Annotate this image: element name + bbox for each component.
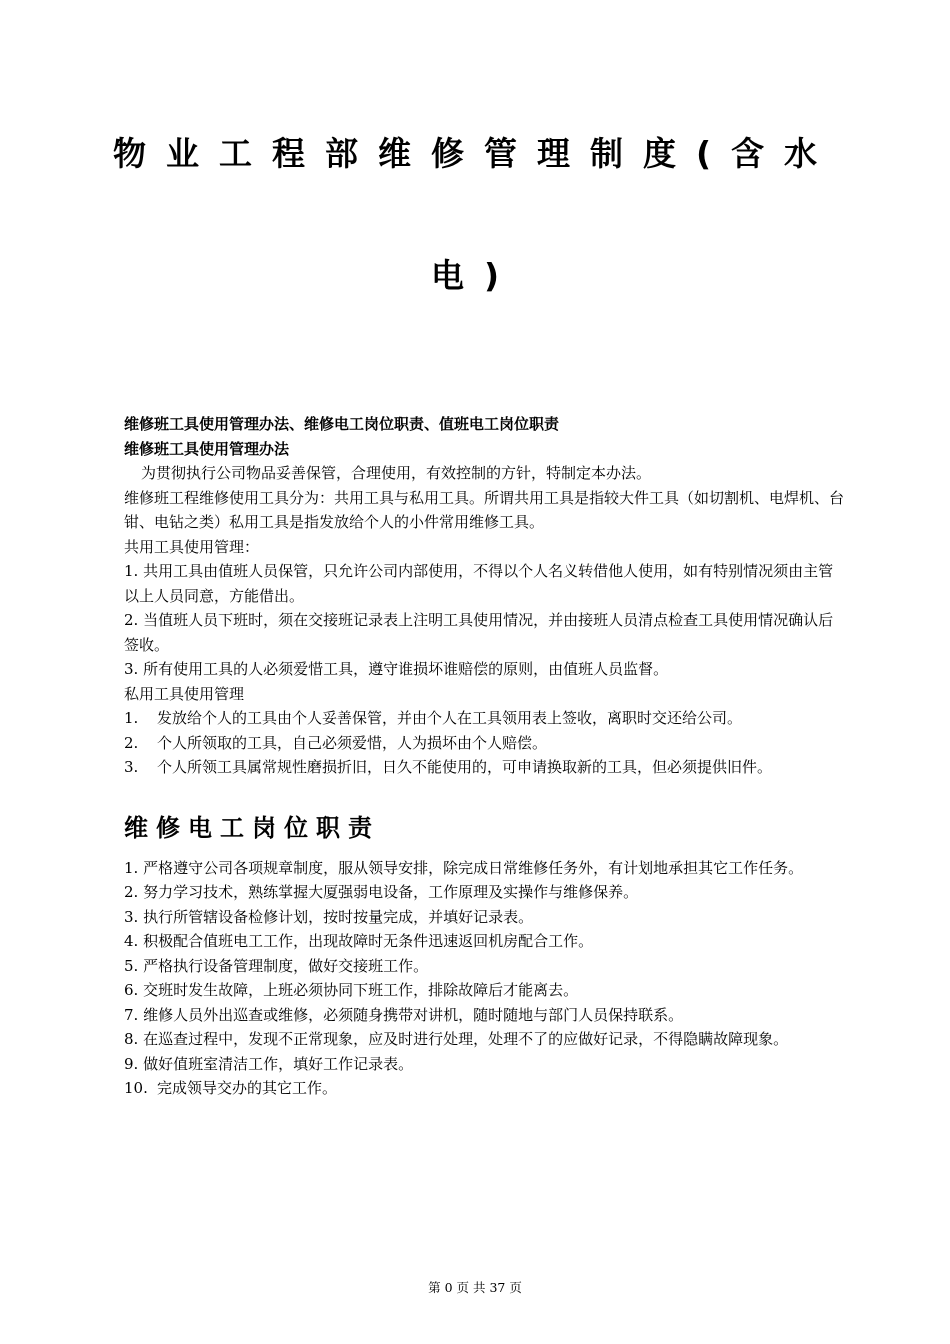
private-tools-item xyxy=(124,706,844,731)
duty-item xyxy=(124,1076,844,1101)
list-text: 个人所领取的工具，自己必须爱惜，人为损坏由个人赔偿。 xyxy=(157,733,548,752)
shared-tools-item: 3. 所有使用工具的人必须爱惜工具，遵守谁损坏谁赔偿的原则，由值班人员监督。 xyxy=(124,660,669,678)
tool-management-heading: 维修班工具使用管理办法 xyxy=(124,439,290,458)
list-text: 发放给个人的工具由个人妥善保管，并由个人在工具领用表上签收，离职时交还给公司。 xyxy=(157,709,743,727)
duty-item: 5. 严格执行设备管理制度，做好交接班工作。 xyxy=(124,956,429,975)
list-number: 3. xyxy=(124,758,139,776)
classification-paragraph: 维修班工程维修使用工具分为：共用工具与私用工具。所谓共用工具是指较大件工具（如切割机、电焊机、台钳、电钻之类）私用工具是指发放给个人的小件常用维修工具。 xyxy=(124,488,845,531)
list-number: 1. xyxy=(124,709,139,727)
page-footer: 第 0 页 共 37 页 xyxy=(428,1280,522,1295)
duty-item: 2. 努力学习技术，熟练掌握大厦强弱电设备，工作原理及实操作与维修保养。 xyxy=(124,883,639,901)
document-title-line1: 物业工程部维修管理制度(含水 xyxy=(112,134,838,173)
private-tools-item xyxy=(124,755,844,780)
duty-item: 9. 做好值班室清洁工作，填好工作记录表。 xyxy=(124,1054,414,1073)
shared-tools-item: 2. 当值班人员下班时，须在交接班记录表上注明工具使用情况，并由接班人员清点检查工具使用情况确认后签收。 xyxy=(124,611,834,654)
list-number: 2. xyxy=(124,733,139,752)
duty-item: 7. 维修人员外出巡查或维修，必须随身携带对讲机，随时随地与部门人员保持联系。 xyxy=(124,1005,684,1024)
electrician-duties-heading: 维修电工岗位职责 xyxy=(124,813,380,842)
duty-item: 3. 执行所管辖设备检修计划，按时按量完成，并填好记录表。 xyxy=(124,907,534,926)
list-number: 10. xyxy=(124,1079,148,1097)
private-tools-heading: 私用工具使用管理 xyxy=(124,684,245,703)
section-main-heading: 维修班工具使用管理办法、维修电工岗位职责、值班电工岗位职责 xyxy=(124,415,560,433)
duty-item: 1. 严格遵守公司各项规章制度，服从领导安排，除完成日常维修任务外，有计划地承担其它工作任务。 xyxy=(124,858,804,877)
private-tools-item xyxy=(124,731,844,756)
duty-item: 4. 积极配合值班电工工作，出现故障时无条件迅速返回机房配合工作。 xyxy=(124,932,594,950)
list-text: 完成领导交办的其它工作。 xyxy=(157,1079,338,1097)
intro-paragraph: 为贯彻执行公司物品妥善保管，合理使用，有效控制的方针，特制定本办法。 xyxy=(141,464,652,482)
document-body xyxy=(124,412,844,1101)
shared-tools-heading: 共用工具使用管理： xyxy=(124,537,260,556)
duty-item: 6. 交班时发生故障，上班必须协同下班工作，排除故障后才能离去。 xyxy=(124,981,579,999)
list-text: 个人所领工具属常规性磨损折旧，日久不能使用的，可申请换取新的工具，但必须提供旧件。 xyxy=(157,758,773,776)
shared-tools-item: 1. 共用工具由值班人员保管，只允许公司内部使用，不得以个人名义转借他人使用，如有特别情况须由主管以上人员同意，方能借出。 xyxy=(124,562,834,605)
duty-item: 8. 在巡查过程中，发现不正常现象，应及时进行处理，处理不了的应做好记录，不得隐瞒故障现象。 xyxy=(124,1030,789,1048)
document-title-line2: 电) xyxy=(430,256,520,295)
